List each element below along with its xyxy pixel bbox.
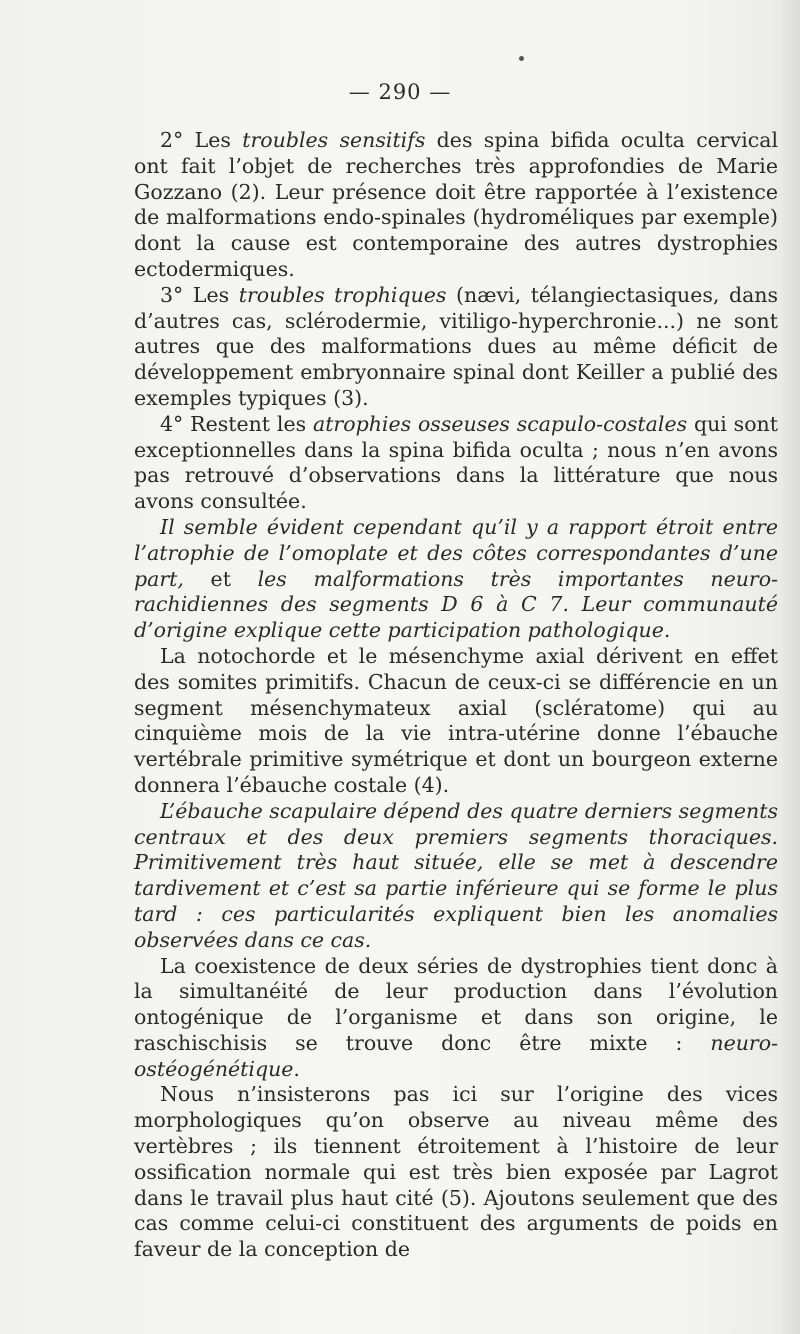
page-edge-shadow — [778, 0, 800, 1334]
text-run: 2° Les — [160, 128, 243, 152]
paragraph — [134, 1082, 778, 1263]
italic-text: Il semble évident cependant qu’il y a rapport étroit entre l’atrophie de l’omoplate et des côtes correspondantes d’une part, — [134, 514, 778, 591]
italic-text: L’ébauche scapulaire dépend des quatre derniers segments centraux et des deux premiers segments thoraciques. Primitivement très haut située, elle se met à descendre tardivement et c’est sa partie inférieure qui se forme le plus tard : ces particularités expliquent bien les anomalies observées dans ce cas. — [134, 798, 778, 952]
italic-text: les malformations très importantes neuro-rachidiennes des segments D 6 à C 7. Leur communauté d’origine explique cette participation pathologique. — [134, 566, 778, 643]
paragraph — [134, 644, 778, 799]
text-run: . — [293, 1056, 300, 1081]
paragraph — [134, 412, 778, 515]
text-run: des spina bifida oculta cervical ont fait l’objet de recherches très approfondies de Marie Gozzano (2). Leur présence doit être rapportée à l’existence de malformations endo-spinales (hydroméliques par exemple) dont la cause est contemporaine des autres dystrophies ectodermiques. — [134, 128, 779, 281]
paragraph — [134, 515, 778, 644]
italic-text: troubles trophiques — [238, 282, 447, 307]
italic-text: atrophies osseuses scapulo-costales — [312, 411, 688, 436]
text-run: La notochorde et le mésenchyme axial dérivent en effet des somites primitifs. Chacun de ceux-ci se différencie en un segment mésenchymateux axial (sclératome) qui au cinquième mois de la vie intra-utérine donne l’ébauche vertébrale primitive symétrique et dont un bourgeon externe donnera l’ébauche costale (4). — [134, 643, 778, 797]
text-run: et — [183, 566, 258, 591]
text-run: La coexistence de deux séries de dystrophies tient donc à la simultanéité de leur production dans l’évolution ontogénique de l’organisme et dans son origine, le raschischisis se trouve donc être mixte : — [134, 953, 778, 1055]
paragraph — [134, 128, 778, 283]
paragraph — [134, 283, 778, 412]
page-number: — 290 — — [348, 80, 452, 104]
italic-text: neuro-ostéogénétique — [134, 1030, 778, 1081]
text-run: Nous n’insisterons pas ici sur l’origine des vices morphologiques qu’on observe au niveau même des vertèbres ; ils tiennent étroitement à l’histoire de leur ossification normale qui est très bien exposée par Lagrot dans le travail plus haut cité (5). Ajoutons seulement que des cas comme celui-ci constituent des arguments de poids en faveur de la conception de — [134, 1082, 778, 1262]
text-run: 4° Restent les — [160, 411, 313, 436]
paragraph — [134, 799, 778, 954]
text-run: (nævi, télangiectasiques, dans d’autres cas, sclérodermie, vitiligo-hyperchronie...) ne sont autres que des malformations dues au même déficit de développement embryonnaire spinal dont Keiller a publié des exemples typiques (3). — [134, 282, 779, 410]
body-text — [134, 128, 778, 1263]
text-run: 3° Les — [160, 282, 239, 307]
italic-text: troubles sensitifs — [242, 128, 426, 152]
paragraph — [134, 954, 778, 1083]
ink-speck — [519, 56, 524, 61]
text-run: qui sont exceptionnelles dans la spina bifida oculta ; nous n’en avons pas retrouvé d’observations dans la littérature que nous avons consultée. — [134, 411, 778, 514]
